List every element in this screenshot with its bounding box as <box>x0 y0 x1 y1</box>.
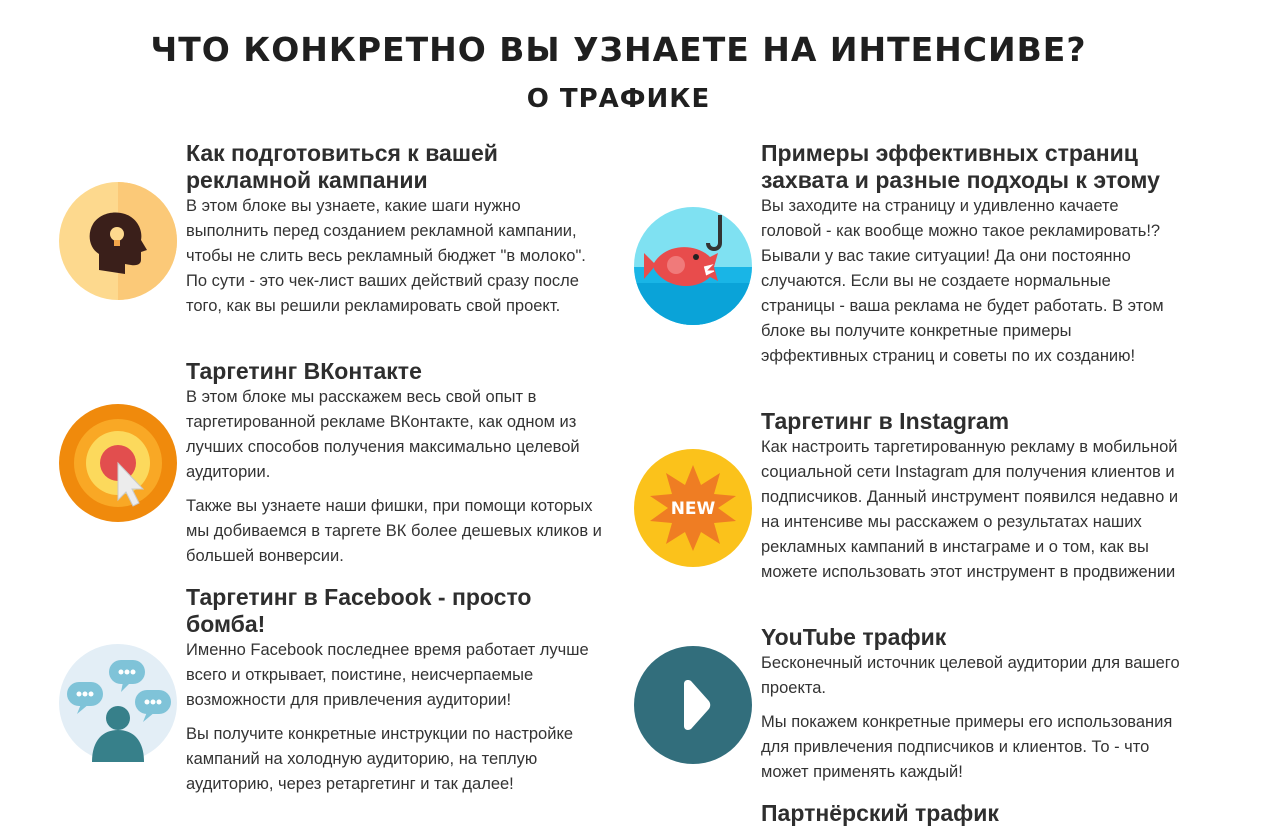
block-text: В этом блоке мы расскажем весь свой опыт в таргетированной рекламе ВКонтакте, как одном из лучших способов получения максимально целевой аудитории. <box>186 388 580 481</box>
block-text: Бесконечный источник целевой аудитории для вашего проекта. <box>761 654 1180 697</box>
block-text: Вы получите конкретные инструкции по настройке кампаний на холодную аудиторию, на теплую аудиторию, через ретаргетинг и так далее! <box>186 725 574 793</box>
head-lightbulb-icon <box>59 182 177 300</box>
speech-bubbles-icon <box>59 644 177 762</box>
block-title: Таргетинг в Instagram <box>761 408 1010 434</box>
new-badge-label: NEW <box>670 499 716 519</box>
block-text: Именно Facebook последнее время работает лучше всего и открывает, поистине, неисчерпаемые возможности для привлечения аудитории! <box>186 641 589 709</box>
block-title: Таргетинг в Facebook - просто бомба! <box>186 584 532 637</box>
block-youtube-traffic <box>761 624 1181 785</box>
block-facebook-targeting <box>186 584 606 797</box>
new-badge-icon <box>634 449 752 567</box>
target-cursor-icon <box>59 404 177 522</box>
fish-hook-icon <box>634 207 752 325</box>
block-title: Таргетинг ВКонтакте <box>186 358 422 384</box>
section-subtitle: О ТРАФИКЕ <box>526 84 711 114</box>
block-title: Примеры эффективных страниц захвата и разные подходы к этому <box>761 140 1160 193</box>
block-text: Мы покажем конкретные примеры его использования для привлечения подписчиков и клиентов. То - что может применять каждый! <box>761 713 1173 781</box>
block-text: Вы заходите на страницу и удивленно качаете головой - как вообще можно такое рекламировать!? Бывали у вас такие ситуации! Да они постоянно случаются. Если вы не создаете нормальные страницы - ваша реклама не будет работать. В этом блоке вы получите конкретные примеры эффективных страниц и советы по их созданию! <box>761 197 1164 365</box>
block-title: Партнёрский трафик <box>761 800 999 826</box>
block-text: В этом блоке вы узнаете, какие шаги нужно выполнить перед созданием рекламной кампании, чтобы не слить весь рекламный бюджет "в молоко". По сути - это чек-лист ваших действий сразу после того, как вы решили рекламировать свой проект. <box>186 197 586 315</box>
block-title: YouTube трафик <box>761 624 947 650</box>
block-instagram-targeting <box>761 408 1181 585</box>
block-campaign-prep <box>186 140 606 319</box>
block-partner-traffic <box>761 800 1181 827</box>
block-text: Как настроить таргетированную рекламу в мобильной социальной сети Instagram для получения клиентов и подписчиков. Данный инструмент появился недавно и на интенсиве мы расскажем о результатах наших рекламных кампаний в инстаграме и о том, как вы можете использовать этот инструмент в продвижении <box>761 438 1179 581</box>
block-title: Как подготовиться к вашей рекламной кампании <box>186 140 498 193</box>
block-landing-pages <box>761 140 1181 369</box>
block-vk-targeting <box>186 358 606 569</box>
play-button-icon <box>634 646 752 764</box>
block-text: Также вы узнаете наши фишки, при помощи которых мы добиваемся в таргете ВК более дешевых кликов и большей вонверсии. <box>186 497 602 565</box>
page-title: ЧТО КОНКРЕТНО ВЫ УЗНАЕТЕ НА ИНТЕНСИВЕ? <box>150 30 1087 69</box>
